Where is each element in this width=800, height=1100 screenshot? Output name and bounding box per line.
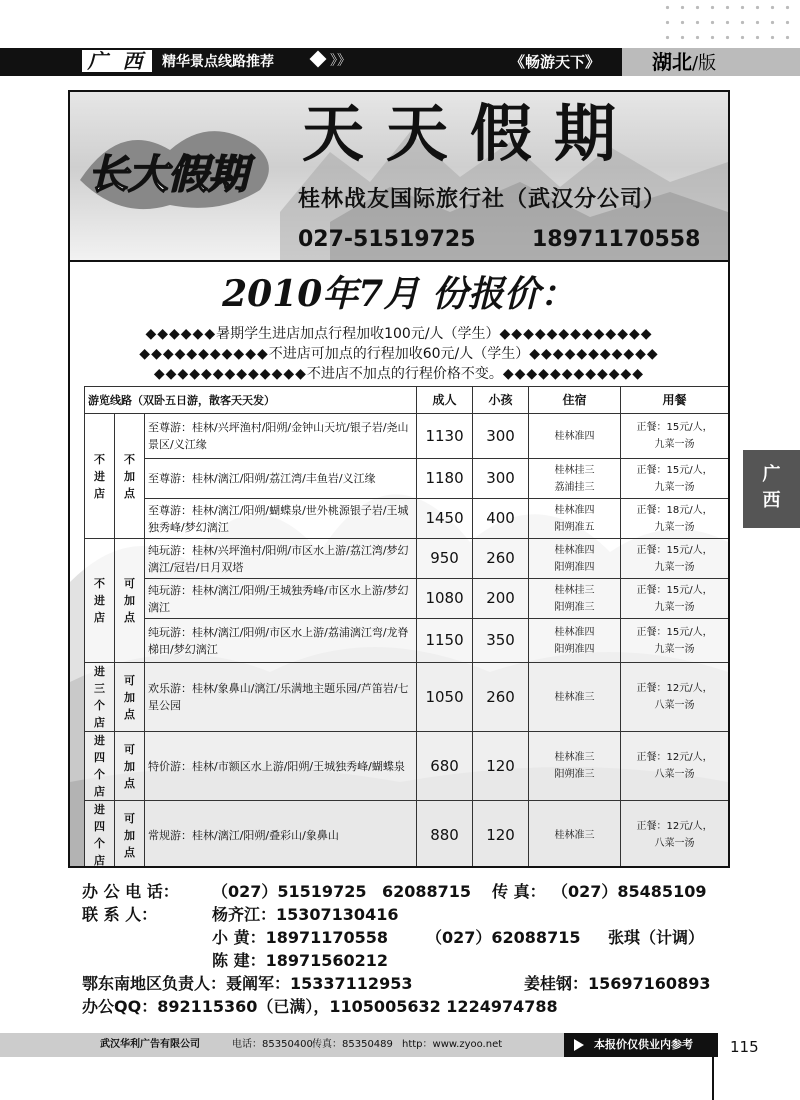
- region-manager-2: 姜桂钢：15697160893: [524, 974, 711, 993]
- footer-disclaimer: 本报价仅供业内参考: [564, 1033, 718, 1057]
- child-price: 400: [473, 499, 529, 539]
- meal-line: 正餐：15元/人，: [636, 544, 713, 556]
- hotel-cell: [529, 579, 621, 619]
- adult-price: 880: [417, 801, 473, 867]
- meal-line: 正餐：15元/人，: [636, 464, 713, 476]
- contact-row-2: [82, 926, 742, 949]
- double-arrow-icon: 》》: [330, 53, 351, 69]
- phone-number-1: 027-51519725: [298, 227, 476, 252]
- contact-row-office: [82, 880, 742, 903]
- hotel-line: 阳朔准三: [554, 601, 595, 613]
- adult-price: 1180: [417, 459, 473, 499]
- child-price: 260: [473, 663, 529, 732]
- route-type: 纯玩游：: [148, 543, 192, 557]
- meal-line: 九菜一汤: [654, 481, 695, 493]
- meal-line: 八菜一汤: [654, 838, 695, 849]
- shop-policy: 不进店: [85, 414, 115, 539]
- note-line-3: [70, 364, 728, 384]
- meal-cell: [621, 539, 728, 579]
- quote-title: 2010年7月 份报价：: [222, 273, 576, 315]
- note-text: 暑期学生进店加点行程加收100元/人（学生）: [216, 326, 500, 342]
- meal-line: 九菜一汤: [654, 643, 695, 655]
- note-text: 不进店不加点的行程价格不变。: [306, 366, 503, 382]
- route-cell: [145, 539, 417, 579]
- contact-row-region: [82, 972, 742, 995]
- hotel-line: 桂林准三: [554, 691, 595, 703]
- extra-policy: 可加点: [115, 539, 145, 663]
- route-type: 常规游：: [148, 828, 192, 842]
- header-hotel: 住宿: [529, 387, 621, 414]
- contact-block: [82, 880, 742, 1018]
- route-text: 桂林/象鼻山/漓江/乐满地主题乐园/芦笛岩/七星公园: [148, 682, 409, 712]
- route-text: 桂林/漓江/阳朔/叠彩山/象鼻山: [192, 828, 339, 842]
- contact-row-qq: [82, 995, 742, 1018]
- child-price: 200: [473, 579, 529, 619]
- price-section: [70, 262, 728, 866]
- meal-cell: [621, 663, 728, 732]
- shop-policy: 进三个店: [85, 663, 115, 732]
- extra-policy: 可加点: [115, 732, 145, 801]
- child-price: 300: [473, 414, 529, 459]
- route-type: 至尊游：: [148, 421, 192, 434]
- meal-cell: [621, 579, 728, 619]
- table-row: [85, 499, 729, 539]
- hotel-line: 桂林准四: [554, 544, 595, 556]
- route-cell: [145, 663, 417, 732]
- route-text: 桂林/兴坪渔村/阳朔/市区水上游/荔江湾/梦幻漓江/冠岩/日月双塔: [148, 543, 409, 574]
- meal-line: 九菜一汤: [654, 601, 695, 613]
- route-cell: [145, 732, 417, 801]
- side-tab-char: 广: [762, 464, 781, 485]
- hotel-line: 桂林挂三: [554, 464, 595, 476]
- note-text: 不进店可加点的行程加收60元/人（学生）: [268, 346, 530, 362]
- adult-price: 1150: [417, 619, 473, 663]
- office-qq: 办公QQ：892115360（已满），1105005632 1224974788: [82, 997, 558, 1016]
- route-cell: [145, 801, 417, 867]
- page-header-bar: [0, 48, 800, 76]
- hotel-line: 阳朔准四: [554, 561, 595, 573]
- footer-divider: [712, 1033, 714, 1100]
- hotel-line: 桂林挂三: [554, 584, 595, 596]
- table-row: [85, 619, 729, 663]
- section-tagline: 精华景点线路推荐: [162, 54, 274, 70]
- diamond-row: ◆◆◆◆◆◆◆◆◆◆◆: [529, 346, 659, 362]
- diamond-row: ◆◆◆◆◆◆◆◆◆◆◆: [139, 346, 269, 362]
- hotel-line: 荔浦挂三: [554, 481, 595, 493]
- child-price: 300: [473, 459, 529, 499]
- meal-line: 八菜一汤: [654, 700, 695, 711]
- phone-number-2: 18971170558: [532, 227, 701, 252]
- contact-person-dispatch: 张琪（计调）: [608, 928, 705, 947]
- meal-line: 正餐：12元/人，: [636, 683, 713, 694]
- fax-label: 传 真：: [492, 882, 546, 901]
- adult-price: 950: [417, 539, 473, 579]
- table-row: [85, 579, 729, 619]
- route-price-table: [84, 386, 728, 866]
- extra-policy: 可加点: [115, 663, 145, 732]
- contact-person-1: 杨齐江：15307130416: [212, 905, 399, 924]
- meal-cell: [621, 459, 728, 499]
- diamond-row: ◆◆◆◆◆◆◆◆◆◆◆◆◆: [153, 366, 307, 382]
- diamond-row: ◆◆◆◆◆◆◆◆◆◆◆◆: [502, 366, 645, 382]
- meal-cell: [621, 414, 728, 459]
- hotel-cell: [529, 459, 621, 499]
- note-line-2: [70, 344, 728, 364]
- extra-policy: 不加点: [115, 414, 145, 539]
- hotel-line: 桂林准四: [554, 626, 595, 638]
- route-cell: [145, 414, 417, 459]
- side-tab-char: 西: [762, 490, 781, 511]
- route-text: 桂林/市额区水上游/阳朔/王城独秀峰/蝴蝶泉: [192, 759, 405, 773]
- meal-line: 正餐：15元/人，: [636, 626, 713, 638]
- route-text: 桂林/兴坪渔村/阳朔/金钟山天坑/银子岩/尧山景区/义江缘: [148, 421, 409, 451]
- child-price: 120: [473, 732, 529, 801]
- route-cell: [145, 579, 417, 619]
- meal-cell: [621, 619, 728, 663]
- meal-line: 正餐：12元/人，: [636, 752, 713, 763]
- meal-line: 正餐：15元/人，: [636, 422, 713, 433]
- meal-line: 正餐：12元/人，: [636, 821, 713, 832]
- shop-policy: 不进店: [85, 539, 115, 663]
- shop-policy: 进四个店: [85, 801, 115, 867]
- hotel-line: 桂林准四: [554, 430, 595, 442]
- adult-price: 1130: [417, 414, 473, 459]
- contact-phone-2b: （027）62088715: [426, 928, 581, 947]
- hotel-cell: [529, 539, 621, 579]
- hotel-line: 桂林准三: [554, 829, 595, 841]
- route-type: 欢乐游：: [148, 682, 192, 695]
- footer-website: http：www.zyoo.net: [402, 1039, 503, 1050]
- meal-cell: [621, 499, 728, 539]
- hotel-cell: [529, 414, 621, 459]
- meal-cell: [621, 801, 728, 867]
- header-adult: 成人: [417, 387, 473, 414]
- contact-row-3: [82, 949, 742, 972]
- logo-text: 长大假期: [88, 151, 248, 198]
- publication-name: 《畅游天下》: [510, 53, 601, 71]
- region-label: 广 西: [82, 50, 152, 72]
- meal-cell: [621, 732, 728, 801]
- meal-line: 八菜一汤: [654, 769, 695, 780]
- note-line-1: [70, 324, 728, 344]
- route-type: 纯玩游：: [148, 625, 192, 639]
- footer-phone: 电话：85350400: [232, 1039, 313, 1050]
- meal-line: 九菜一汤: [654, 561, 695, 573]
- footer-company: 武汉华利广告有限公司: [100, 1039, 200, 1050]
- decorative-dot-pattern: [660, 0, 800, 48]
- header-child: 小孩: [473, 387, 529, 414]
- contact-row-1: [82, 903, 742, 926]
- arrow-right-icon: [574, 1039, 584, 1051]
- table-header-row: [85, 387, 729, 414]
- hotel-line: 阳朔准三: [554, 769, 595, 780]
- route-type: 至尊游：: [148, 503, 192, 517]
- route-cell: [145, 499, 417, 539]
- route-cell: [145, 459, 417, 499]
- brand-title: 天天假期: [302, 97, 639, 170]
- office-phone-label: 办 公 电 话：: [82, 882, 179, 901]
- header-route: 游览线路（双卧五日游，散客天天发）: [85, 387, 417, 414]
- hotel-cell: [529, 732, 621, 801]
- footer-fax: 传真：85350489: [312, 1039, 393, 1050]
- child-price: 260: [473, 539, 529, 579]
- hotel-cell: [529, 663, 621, 732]
- company-name: 桂林战友国际旅行社（武汉分公司）: [298, 187, 667, 212]
- diamond-icon: [310, 51, 327, 68]
- adult-price: 1050: [417, 663, 473, 732]
- contact-person-3: 陈 建：18971560212: [212, 951, 389, 970]
- hotel-cell: [529, 619, 621, 663]
- contact-label: 联 系 人：: [82, 905, 158, 924]
- diamond-row: ◆◆◆◆◆◆◆◆◆◆◆◆◆: [499, 326, 653, 342]
- route-text: 桂林/漓江/阳朔/蝴蝶泉/世外桃源银子岩/王城独秀峰/梦幻漓江: [148, 503, 409, 534]
- office-phone-1: （027）51519725: [212, 882, 367, 901]
- brand-logo: [80, 110, 280, 220]
- route-cell: [145, 619, 417, 663]
- table-row: [85, 732, 729, 801]
- hotel-line: 桂林准三: [554, 752, 595, 763]
- child-price: 350: [473, 619, 529, 663]
- shop-policy: 进四个店: [85, 732, 115, 801]
- table-row: [85, 414, 729, 459]
- edition-label: [622, 48, 800, 76]
- edition-province: 湖北: [652, 50, 692, 74]
- hotel-cell: [529, 499, 621, 539]
- meal-line: 九菜一汤: [654, 439, 695, 450]
- diamond-row: ◆◆◆◆◆◆: [145, 326, 217, 342]
- hotel-line: 阳朔准四: [554, 643, 595, 655]
- table-row: [85, 459, 729, 499]
- meal-line: 正餐：15元/人，: [636, 584, 713, 596]
- meal-line: 正餐：18元/人，: [636, 504, 713, 516]
- region-side-tab: [743, 450, 800, 528]
- office-phone-2: 62088715: [382, 882, 472, 901]
- edition-suffix: /版: [692, 53, 717, 74]
- adult-price: 1080: [417, 579, 473, 619]
- page-footer-bar: [0, 1033, 718, 1057]
- route-type: 特价游：: [148, 759, 192, 773]
- hotel-cell: [529, 801, 621, 867]
- table-row: [85, 539, 729, 579]
- fax-number: （027）85485109: [552, 882, 707, 901]
- route-text: 桂林/漓江/阳朔/市区水上游/荔浦漓江弯/龙脊梯田/梦幻漓江: [148, 625, 409, 656]
- child-price: 120: [473, 801, 529, 867]
- route-text: 桂林/漓江/阳朔/荔江湾/丰鱼岩/义江缘: [192, 472, 376, 485]
- header-meal: 用餐: [621, 387, 728, 414]
- hotel-line: 桂林准四: [554, 504, 595, 516]
- meal-line: 九菜一汤: [654, 521, 695, 533]
- brand-banner: [70, 92, 728, 262]
- contact-person-2: 小 黄：18971170558: [212, 928, 389, 947]
- extra-policy: 可加点: [115, 801, 145, 867]
- adult-price: 1450: [417, 499, 473, 539]
- table-row: [85, 663, 729, 732]
- adult-price: 680: [417, 732, 473, 801]
- table-row: [85, 801, 729, 867]
- page-number: 115: [730, 1038, 759, 1056]
- route-text: 桂林/漓江/阳朔/王城独秀峰/市区水上游/梦幻漓江: [148, 583, 409, 614]
- route-type: 纯玩游：: [148, 583, 192, 597]
- region-manager: 鄂东南地区负责人：聂阐军：15337112953: [82, 974, 413, 993]
- hotel-line: 阳朔准五: [554, 521, 595, 533]
- route-type: 至尊游：: [148, 472, 192, 485]
